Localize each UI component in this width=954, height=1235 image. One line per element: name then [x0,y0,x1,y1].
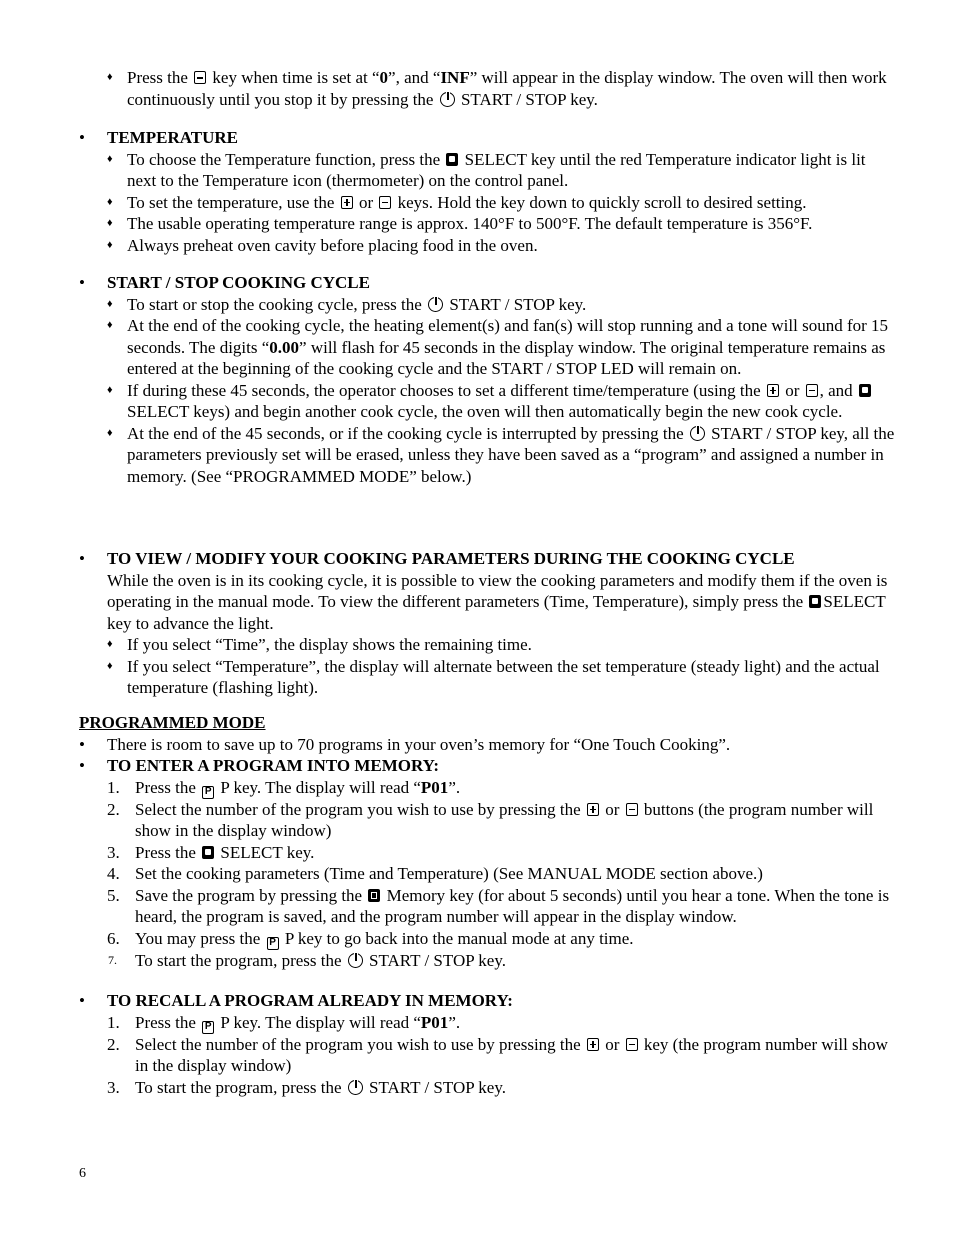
minus-key-icon [626,803,638,816]
item-text: If during these 45 seconds, the operator chooses to set a different time/temperature (using the [127,380,761,400]
item-text: or [605,799,620,819]
minus-key-icon [626,1038,638,1051]
item-text: Select the number of the program you wish to use by pressing the [135,1034,581,1054]
list-item [0,1034,954,1077]
diamond-bullet: ♦ [107,638,113,650]
step-number: 7. [108,952,117,967]
item-text: Press the [127,68,188,87]
diamond-bullet: ♦ [107,426,113,439]
item-text: , and [819,380,853,400]
item-text: At the end of the cooking cycle, the heating element(s) and fan(s) will stop running and a tone will sound for 15 seconds. The digits “ [127,316,889,357]
item-text: buttons (the program number will show in the display window) [135,799,874,840]
list-item [0,423,954,488]
list-item [0,799,954,842]
step-number: 2. [107,1034,120,1054]
plus-key-icon [587,803,599,816]
diamond-bullet: ♦ [107,71,113,83]
diamond-bullet: ♦ [107,659,113,672]
start-stop-power-icon [348,1080,363,1095]
item-text: 0.00 [269,337,300,357]
diamond-bullet: ♦ [107,297,113,310]
plus-key-icon [587,1038,599,1051]
start-stop-power-icon [690,426,705,441]
item-text: Save the program by pressing the [135,885,363,905]
item-text: START / STOP key. [369,1077,506,1097]
p-key-icon: P [202,1021,214,1034]
list-item [0,149,954,192]
p-key-icon: P [202,786,214,799]
select-key-icon [202,846,214,859]
item-text: If you select “Temperature”, the display will alternate between the set temperature (steady light) and the actual temperature (flashing light). [127,656,880,697]
list-item [0,734,954,756]
page-number: 6 [79,1166,86,1181]
list-item [0,235,954,257]
step-number: 1. [107,777,120,797]
temperature-section [0,127,954,256]
minus-key-icon [379,196,391,209]
list-item [0,777,954,799]
list-item [0,950,954,972]
item-text: To start the program, press the [135,950,342,970]
item-text: key when time is set at “ [212,68,380,87]
diamond-bullet: ♦ [107,195,113,208]
p-key-icon: P [267,937,279,950]
programmed-mode-section [0,712,954,971]
item-text: Press the [135,842,196,862]
item-text: SELECT keys) and begin another cook cycle, the oven will then automatically begin the new cook cycle. [127,402,843,421]
start-stop-power-icon [428,297,443,312]
item-text: ”. [448,777,461,797]
item-text: INF [440,68,470,87]
step-number: 2. [107,799,120,819]
item-text: ”. [448,1012,461,1032]
paragraph [107,570,897,635]
step-number: 3. [107,1077,120,1097]
step-number: 3. [107,842,120,862]
list-item [0,1012,954,1034]
section-heading: TO ENTER A PROGRAM INTO MEMORY: [107,756,440,775]
diamond-bullet: ♦ [107,383,113,396]
item-text: or [785,380,800,400]
diamond-bullet: ♦ [107,319,113,331]
list-item [0,928,954,950]
item-text: or [605,1034,620,1054]
list-item [0,192,954,214]
list-item [0,656,954,699]
select-key-icon [446,153,458,166]
list-item [0,1077,954,1099]
minus-key-icon [194,71,206,84]
intro-section [0,67,954,110]
item-text: P key. The display will read “ [220,1012,421,1032]
start-stop-power-icon [348,953,363,968]
plus-key-icon [767,384,779,397]
step-number: 5. [107,885,120,905]
item-text: Set the cooking parameters (Time and Temperature) (See MANUAL MODE section above.) [135,864,763,883]
item-text: While the oven is in its cooking cycle, it is possible to view the cooking parameters and modify them if the oven is operating in the manual mode. To view the different parameters (Time, Temperature), simply press the [107,570,888,611]
list-item [0,213,954,235]
item-text: SELECT key to advance the light. [107,592,886,633]
dot-bullet: • [79,756,85,775]
item-text: There is room to save up to 70 programs in your oven’s memory for “One Touch Cooking”. [107,734,731,754]
step-number: 6. [107,928,120,948]
list-item [0,380,954,423]
item-text: or [358,192,374,212]
item-text: To choose the Temperature function, press the [127,149,441,169]
section-heading: TO RECALL A PROGRAM ALREADY IN MEMORY: [107,991,513,1010]
item-text: P01 [420,1012,449,1032]
section-heading: TO VIEW / MODIFY YOUR COOKING PARAMETERS DURING THE COOKING CYCLE [107,549,795,568]
item-text: The usable operating temperature range is approx. 140°F to 500°F. The default temperature is 356°F. [127,214,813,233]
item-text: You may press the [135,928,261,948]
item-text: START / STOP key. [449,294,587,314]
item-text: START / STOP key, all the parameters previously set will be erased, unless they have been saved as a “program” and assigned a number in memory. (See “PROGRAMMED MODE” below.) [127,423,895,486]
list-item [0,634,954,656]
diamond-bullet: ♦ [107,217,113,229]
plus-key-icon [341,196,353,209]
item-text: At the end of the 45 seconds, or if the cooking cycle is interrupted by pressing the [127,423,684,443]
item-text: To start the program, press the [135,1077,342,1097]
view-modify-section [0,548,954,699]
item-text: Select the number of the program you wish to use by pressing the [135,799,581,819]
item-text: P key to go back into the manual mode at any time. [284,928,634,948]
dot-bullet: • [79,128,85,147]
dot-bullet: • [79,991,85,1010]
dot-bullet: • [79,273,85,292]
item-text: Press the [135,1012,196,1032]
step-number: 4. [107,864,120,883]
item-text: To set the temperature, use the [127,192,335,212]
list-item [0,315,954,380]
list-item [0,885,954,928]
item-text: ” will appear in the display window. The oven will then work continuously until you stop it by pressing the [127,68,887,109]
item-text: Press the [135,777,196,797]
section-heading: START / STOP COOKING CYCLE [107,273,370,292]
item-text: ”, and “ [388,68,441,87]
dot-bullet: • [79,734,85,754]
item-text: P key. The display will read “ [220,777,421,797]
select-key-icon [859,384,871,397]
item-text: 0 [379,68,389,87]
item-text: START / STOP key. [369,950,506,970]
recall-program-section [0,990,954,1098]
item-text: key (the program number will show in the display window) [135,1034,888,1075]
start-stop-power-icon [440,92,455,107]
dot-bullet: • [79,549,85,568]
start-stop-section [0,272,954,487]
item-text: START / STOP key. [460,89,598,109]
item-text: SELECT key until the red Temperature indicator light is lit next to the Temperature icon (thermometer) on the control panel. [127,149,866,190]
item-text: Always preheat oven cavity before placing food in the oven. [127,235,538,255]
list-item [0,294,954,316]
item-text: ” will flash for 45 seconds in the display window. The original temperature remains as entered at the beginning of the cooking cycle and the START / STOP LED will remain on. [127,337,886,378]
list-item [0,863,954,885]
section-heading: PROGRAMMED MODE [79,713,266,732]
section-heading: TEMPERATURE [107,128,238,147]
list-item [0,842,954,864]
item-text: Memory key (for about 5 seconds) until you hear a tone. When the tone is heard, the program is saved, and the program number will appear in the display window. [135,885,890,926]
item-text: keys. Hold the key down to quickly scroll to desired setting. [397,192,807,212]
diamond-bullet: ♦ [107,238,113,251]
step-number: 1. [107,1012,120,1032]
minus-key-icon [806,384,818,397]
memory-key-icon [368,889,380,902]
list-item [0,67,954,110]
item-text: If you select “Time”, the display shows the remaining time. [127,635,532,654]
item-text: To start or stop the cooking cycle, press the [127,294,422,314]
diamond-bullet: ♦ [107,152,113,165]
item-text: P01 [420,777,449,797]
select-key-icon [809,595,821,608]
item-text: SELECT key. [220,842,315,862]
